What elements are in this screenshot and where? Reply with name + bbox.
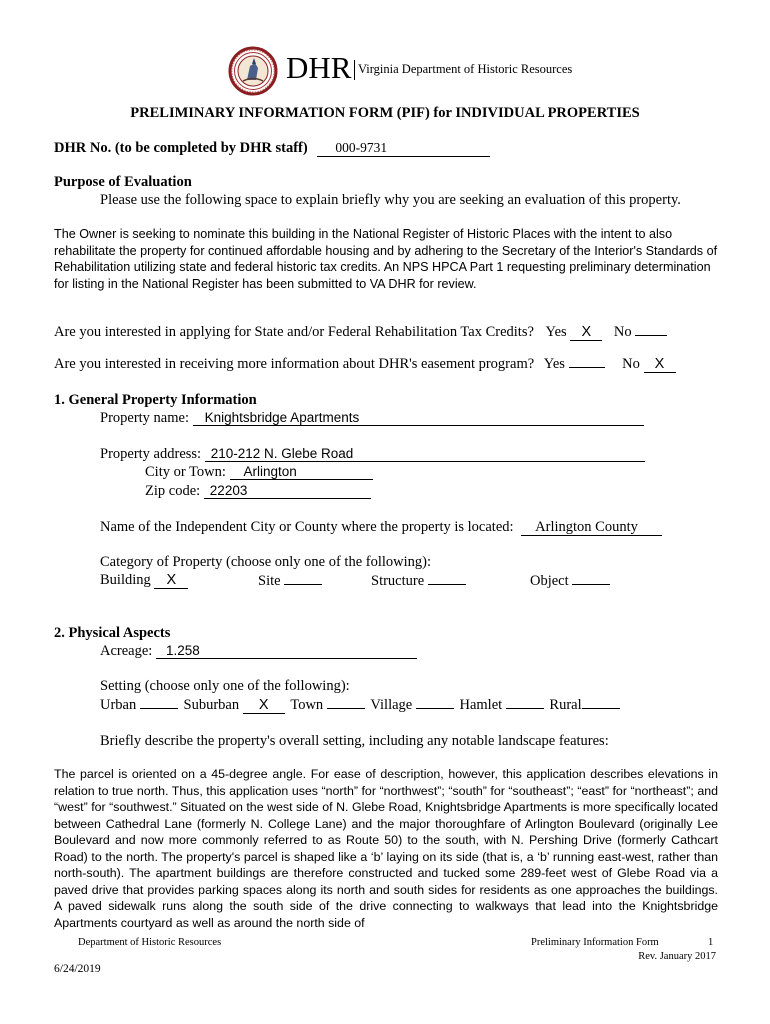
property-name-field[interactable]: Knightsbridge Apartments (193, 411, 644, 426)
setting-village-label: Village (370, 697, 413, 713)
setting-label: Setting (choose only one of the following): (100, 678, 350, 694)
tax-credit-yes-label: Yes (545, 324, 567, 340)
physical-heading: 2. Physical Aspects (54, 625, 171, 641)
easement-yes-field[interactable] (569, 367, 605, 368)
zip-field[interactable]: 22203 (204, 484, 371, 499)
easement-no-label: No (622, 356, 640, 372)
setting-suburban-field[interactable]: X (243, 698, 285, 714)
footer-form-name: Preliminary Information Form (531, 937, 659, 948)
zip-label: Zip code: (145, 483, 201, 499)
virginia-seal-icon (228, 46, 278, 96)
acreage-label: Acreage: (100, 643, 153, 659)
setting-suburban-label: Suburban (183, 697, 240, 713)
property-name-row (100, 410, 644, 427)
dhr-number-field[interactable]: 000-9731 (317, 141, 490, 157)
header-logo (228, 44, 573, 98)
category-site-label: Site (258, 573, 281, 589)
purpose-instruction: Please use the following space to explain briefly why you are seeking an evaluation of this property. (100, 192, 681, 208)
setting-village-field[interactable] (416, 696, 454, 709)
easement-question: Are you interested in receiving more information about DHR's easement program? (54, 356, 535, 372)
city-field[interactable]: Arlington (230, 465, 373, 480)
setting-urban-field[interactable] (140, 696, 178, 709)
setting-row (100, 696, 620, 714)
setting-town-label: Town (290, 697, 324, 713)
category-site-field[interactable] (284, 572, 322, 585)
county-row (100, 519, 662, 536)
footer-org: Department of Historic Resources (78, 937, 222, 948)
category-building-field[interactable]: X (154, 573, 188, 589)
setting-rural-field[interactable] (582, 696, 620, 709)
address-label: Property address: (100, 446, 202, 462)
setting-rural-label: Rural (549, 697, 582, 713)
purpose-heading: Purpose of Evaluation (54, 174, 192, 190)
tax-credit-question-row (54, 324, 667, 341)
setting-description-text[interactable]: The parcel is oriented on a 45-degree angle. For ease of description, however, this application describes elevations in relation to true north. Thus, this application uses “north” for “northwest”; “south” for “southeast”; “east” for “northeast”; and “west” for “southwest.” Situated on the west side of N. Glebe Road, Knightsbridge Apartments is more specifically located between Cathedral Lane (formerly N. College Lane) and the major thoroughfare of Arlington Boulevard (originally Lee Boulevard and now more commonly referred to as Route 50) to the south, with N. Pershing Drive (formerly Cathcart Road) to the north. The property's parcel is shaped like a ‘b’ laying on its side (that is, a ‘b’ running east-west, rather than north-south). The apartment buildings are therefore constructed and tucked some 289-feet west of Glebe Road via a paved drive that provides parking spaces along its north and south sides for residents as one approaches the buildings. A paved sidewalk runs along the south side of the drive connecting to walkways that lead into the Knightsbridge Apartments courtyard as well as around the north side of (54, 767, 718, 930)
footer-date: 6/24/2019 (54, 963, 101, 975)
category-row (100, 572, 720, 592)
tax-credit-yes-field[interactable]: X (570, 325, 602, 341)
easement-no-field[interactable]: X (644, 357, 676, 373)
easement-question-row (54, 356, 676, 373)
dhr-number-row (54, 140, 490, 157)
dhr-logo-text: DHR (286, 50, 352, 85)
setting-urban-label: Urban (100, 697, 137, 713)
address-field[interactable]: 210-212 N. Glebe Road (205, 447, 645, 462)
easement-yes-label: Yes (543, 356, 565, 372)
category-object-label: Object (530, 573, 569, 589)
property-name-label: Property name: (100, 410, 189, 426)
category-label: Category of Property (choose only one of the following): (100, 554, 432, 570)
tax-credit-no-field[interactable] (635, 335, 667, 336)
dhr-number-label: DHR No. (to be completed by DHR staff) (54, 140, 308, 156)
acreage-row (100, 643, 417, 660)
tax-credit-question: Are you interested in applying for State and/or Federal Rehabilitation Tax Credits? (54, 324, 534, 340)
setting-hamlet-label: Hamlet (459, 697, 503, 713)
county-label: Name of the Independent City or County where the property is located: (100, 519, 514, 535)
zip-row (145, 483, 371, 500)
general-heading: 1. General Property Information (54, 392, 257, 408)
tax-credit-no-label: No (613, 324, 632, 340)
setting-description-label: Briefly describe the property's overall setting, including any notable landscape features: (100, 733, 609, 749)
category-object-field[interactable] (572, 572, 610, 585)
logo-divider (354, 60, 355, 80)
acreage-field[interactable]: 1.258 (156, 644, 417, 659)
setting-town-field[interactable] (327, 696, 365, 709)
category-structure-label: Structure (371, 573, 425, 589)
category-building-label: Building (100, 572, 151, 588)
form-title: PRELIMINARY INFORMATION FORM (PIF) for INDIVIDUAL PROPERTIES (130, 105, 640, 121)
setting-hamlet-field[interactable] (506, 696, 544, 709)
category-structure-field[interactable] (428, 572, 466, 585)
footer-revision: Rev. January 2017 (638, 951, 716, 962)
address-row (100, 446, 645, 463)
org-name: Virginia Department of Historic Resources (358, 62, 573, 76)
city-label: City or Town: (145, 464, 226, 480)
footer-page-number: 1 (708, 937, 714, 948)
purpose-answer[interactable]: The Owner is seeking to nominate this building in the National Register of Historic Places with the intent to also rehabilitate the property for continued affordable housing and by adhering to the Secretary of the Interior's Standards of Rehabilitation utilizing state and federal historic tax credits. An NPS HPCA Part 1 requesting preliminary determination for listing in the National Register has been submitted to VA DHR for review. (54, 227, 718, 291)
county-field[interactable]: Arlington County (521, 520, 662, 536)
city-row (145, 464, 373, 481)
